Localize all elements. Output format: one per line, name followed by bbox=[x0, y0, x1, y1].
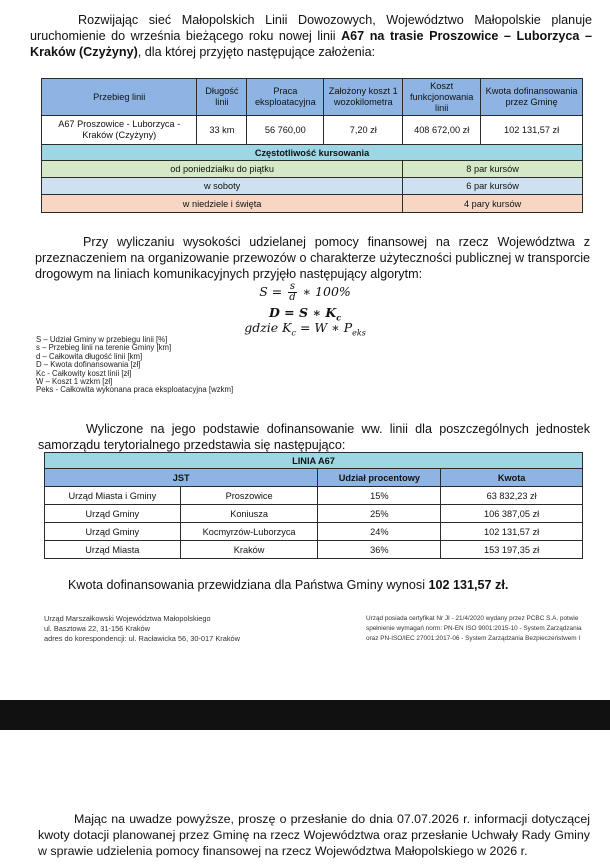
legend-item: Kc - Całkowity koszt linii [zł] bbox=[36, 368, 132, 378]
header-jst: JST bbox=[45, 469, 318, 487]
frequency-days: w niedziele i święta bbox=[42, 195, 403, 213]
table-row bbox=[45, 523, 583, 541]
cell-share: 15% bbox=[318, 487, 441, 505]
legend-item: S – Udział Gminy w przebiegu linii [%] bbox=[36, 335, 168, 344]
table-row bbox=[45, 541, 583, 559]
cell-unit: Urząd Miasta bbox=[45, 541, 181, 559]
algorithm-text: Przy wyliczaniu wysokości udzielanej pomocy finansowej na rzecz Województwa z przeznaczeniem na organizowanie przewozów o charakterze użyteczności publicznej w transporcie drogowym na liniach komunikacyjnych przyjęło następujący algorytm: bbox=[35, 235, 590, 281]
cell-amount: 102 131,57 zł bbox=[441, 523, 583, 541]
legend-item: d – Całkowita długość linii [km] bbox=[36, 351, 143, 361]
table-row bbox=[42, 116, 583, 145]
distribution-text: Wyliczone na jego podstawie dofinansowanie ww. linii dla poszczególnych jednostek samorządu terytorialnego przedstawia się następująco: bbox=[38, 422, 590, 452]
share-table-title-row bbox=[45, 453, 583, 469]
legend-item: D – Kwota dofinansowania [zł] bbox=[36, 360, 141, 370]
algorithm-paragraph bbox=[35, 234, 590, 282]
intro-text-end: , dla której przyjęto następujące założenia: bbox=[137, 45, 376, 59]
frequency-row bbox=[42, 178, 583, 195]
frequency-row bbox=[42, 195, 583, 213]
cell-place: Kraków bbox=[180, 541, 318, 559]
funding-summary bbox=[68, 578, 508, 592]
line-assumptions-table bbox=[41, 78, 583, 213]
cell-share: 25% bbox=[318, 505, 441, 523]
cell-route: A67 Proszowice - Luborzyca - Kraków (Czyżyny) bbox=[42, 116, 197, 145]
cell-unit: Urząd Gminy bbox=[45, 505, 181, 523]
footer-address bbox=[44, 614, 240, 645]
closing-text: Mając na uwadze powyższe, proszę o przesłanie do dnia 07.07.2026 r. informacji dotyczącej kwoty dotacji planowanej przez Gminę na rzecz Województwa oraz przesłanie Uchwały Rady Gminy w sprawie udzielenia pomocy finansowej na rzecz Województwa Małopolskiego w 2026 r. bbox=[38, 812, 590, 858]
cell-unit: Urząd Miasta i Gminy bbox=[45, 487, 181, 505]
table-header-row bbox=[42, 79, 583, 116]
frequency-days: w soboty bbox=[42, 178, 403, 195]
header-route: Przebieg linii bbox=[42, 79, 197, 116]
intro-line-route: A67 na trasie Proszowice – Luborzyca – Kraków (Czyżyny) bbox=[30, 29, 592, 59]
formula-funding-text: D = S ∗ K bbox=[268, 305, 337, 320]
formula-share-lhs: S = bbox=[259, 284, 283, 299]
header-cost-per-km: Założony koszt 1 wozokilometra bbox=[324, 79, 403, 116]
frequency-title-row bbox=[42, 145, 583, 161]
cell-cost-per-km: 7,20 zł bbox=[324, 116, 403, 145]
legend-item: Peks - Całkowita wykonana praca eksploatacyjna [wzkm] bbox=[36, 385, 234, 395]
formula-cost-sub1: c bbox=[291, 328, 296, 338]
header-amount: Kwota bbox=[441, 469, 583, 487]
fraction-numerator: s bbox=[289, 281, 295, 292]
cell-unit: Urząd Gminy bbox=[45, 523, 181, 541]
legend-item: W – Koszt 1 wzkm [zł] bbox=[36, 377, 113, 387]
cell-work: 56 760,00 bbox=[247, 116, 324, 145]
cell-place: Koniusza bbox=[180, 505, 318, 523]
cell-amount: 63 832,23 zł bbox=[441, 487, 583, 505]
share-table-header-row bbox=[45, 469, 583, 487]
footer-address-line: Urząd Marszałkowski Województwa Małopolskiego bbox=[44, 614, 211, 623]
summary-amount: 102 131,57 zł. bbox=[428, 578, 509, 592]
cell-share: 24% bbox=[318, 523, 441, 541]
header-work: Praca eksploatacyjna bbox=[247, 79, 324, 116]
cell-length: 33 km bbox=[197, 116, 247, 145]
footer-address-line: adres do korespondencji: ul. Racławicka 56, 30-017 Kraków bbox=[44, 634, 240, 644]
header-funding: Kwota dofinansowania przez Gminę bbox=[481, 79, 583, 116]
page-separator bbox=[0, 700, 610, 730]
intro-text: Rozwijając sieć Małopolskich Linii Dowozowych, Województwo Małopolskie planuje uruchomienie do września bieżącego roku nowej linii bbox=[30, 13, 592, 43]
cell-amount: 153 197,35 zł bbox=[441, 541, 583, 559]
intro-paragraph bbox=[30, 12, 592, 60]
header-length: Długość linii bbox=[197, 79, 247, 116]
footer-certification-line: Urząd posiada certyfikat Nr JI - 21/4/2020 wydany przez PCBC S.A. potwie bbox=[366, 615, 579, 622]
formula-cost-sub2: eks bbox=[352, 328, 366, 338]
table-row bbox=[45, 505, 583, 523]
share-table bbox=[44, 452, 583, 559]
formula-share bbox=[0, 282, 610, 303]
cell-operating-cost: 408 672,00 zł bbox=[403, 116, 481, 145]
share-table-title: LINIA A67 bbox=[45, 453, 583, 469]
header-operating-cost: Koszt funkcjonowania linii bbox=[403, 79, 481, 116]
footer-certification bbox=[366, 614, 582, 645]
footer-certification-line: spełnienie wymagań norm: PN-EN ISO 9001:2015-10 - System Zarządzania bbox=[366, 625, 582, 633]
cell-amount: 106 387,05 zł bbox=[441, 505, 583, 523]
distribution-paragraph bbox=[38, 421, 590, 453]
summary-text: Kwota dofinansowania przewidziana dla Państwa Gminy wynosi bbox=[68, 578, 429, 592]
header-share: Udział procentowy bbox=[318, 469, 441, 487]
footer-address-line: ul. Basztowa 22, 31-156 Kraków bbox=[44, 624, 150, 634]
formula-share-rhs: ∗ 100% bbox=[302, 284, 351, 299]
frequency-row bbox=[42, 161, 583, 178]
legend-item: s – Przebieg linii na terenie Gminy [km] bbox=[36, 343, 172, 353]
frequency-title: Częstotliwość kursowania bbox=[42, 145, 583, 161]
frequency-count: 4 pary kursów bbox=[403, 195, 583, 213]
frequency-count: 8 par kursów bbox=[403, 161, 583, 178]
formula-cost-b: = W ∗ P bbox=[295, 320, 353, 335]
cell-place: Kocmyrzów-Luborzyca bbox=[180, 523, 318, 541]
closing-paragraph bbox=[38, 811, 590, 859]
frequency-count: 6 par kursów bbox=[403, 178, 583, 195]
cell-funding: 102 131,57 zł bbox=[481, 116, 583, 145]
formula-cost-a: gdzie K bbox=[244, 320, 292, 335]
table-row bbox=[45, 487, 583, 505]
formula-legend bbox=[36, 336, 233, 395]
formula-fraction bbox=[288, 282, 296, 303]
cell-share: 36% bbox=[318, 541, 441, 559]
formula-funding-sub: c bbox=[336, 312, 342, 323]
frequency-days: od poniedziałku do piątku bbox=[42, 161, 403, 178]
fraction-denominator: d bbox=[289, 292, 296, 303]
cell-place: Proszowice bbox=[180, 487, 318, 505]
footer-certification-line: oraz PN-ISO/IEC 27001:2017-06 - System Zarządzania Bezpieczeństwem I bbox=[366, 635, 581, 643]
